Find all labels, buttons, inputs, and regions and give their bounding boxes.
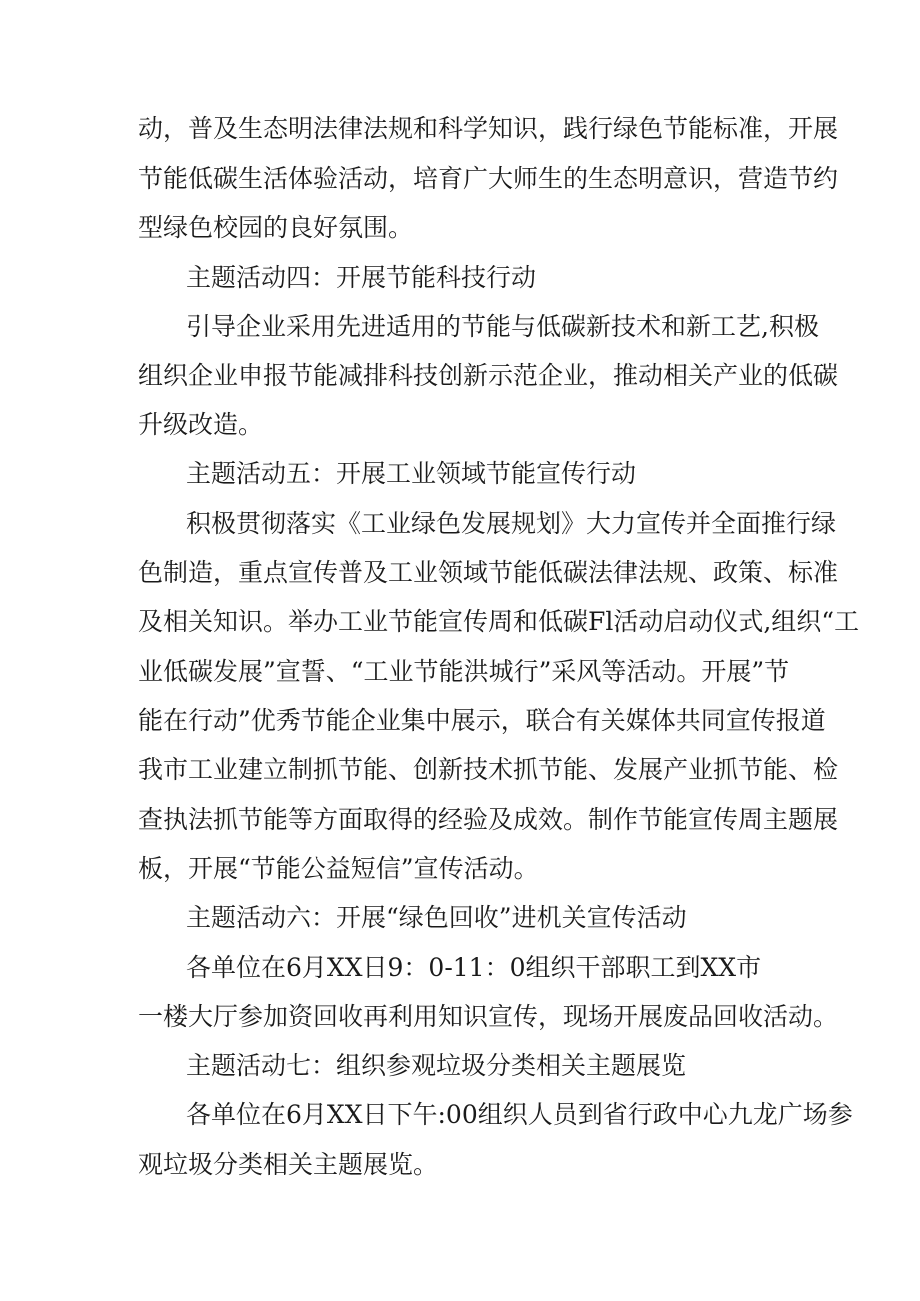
paragraph-line: 色制造，重点宣传普及工业领域节能低碳法律法规、政策、标准	[138, 558, 839, 587]
paragraph-line: 我市工业建立制抓节能、创新技术抓节能、发展产业抓节能、检	[138, 755, 839, 784]
paragraph-line: 升级改造。	[138, 410, 264, 439]
section-heading: 主题活动四：开展节能科技行动	[186, 263, 537, 292]
paragraph-line: 引导企业采用先进适用的节能与低碳新技术和新工艺,积极	[186, 312, 819, 341]
paragraph-line: 查执法抓节能等方面取得的经验及成效。制作节能宣传周主题展	[138, 805, 839, 834]
paragraph-line: 节能低碳生活体验活动，培育广大师生的生态明意识，营造节约	[138, 164, 839, 193]
paragraph-line: 能在行动”优秀节能企业集中展示，联合有关媒体共同宣传报道	[138, 706, 826, 735]
paragraph-line: 型绿色校园的良好氛围。	[138, 213, 414, 242]
section-heading: 主题活动五：开展工业领域节能宣传行动	[186, 459, 637, 488]
section-heading: 主题活动六：开展“绿色回收”进机关宣传活动	[186, 903, 687, 932]
paragraph-line: 板，开展“节能公益短信”宣传活动。	[138, 854, 539, 883]
section-heading: 主题活动七：组织参观垃圾分类相关主题展览	[186, 1051, 687, 1080]
paragraph-line: 各单位在6月XX日9：0-11：0组织干部职工到XX市	[186, 953, 762, 982]
paragraph-line: 业低碳发展”宣誓、“工业节能洪城行”采风等活动。开展”节	[138, 657, 790, 686]
paragraph-line: 一楼大厅参加资回收再利用知识宣传，现场开展废品回收活动。	[138, 1002, 839, 1031]
paragraph-line: 组织企业申报节能减排科技创新示范企业，推动相关产业的低碳	[138, 361, 839, 390]
paragraph-line: 观垃圾分类相关主题展览。	[138, 1150, 439, 1179]
paragraph-line: 积极贯彻落实《工业绿色发展规划》大力宣传并全面推行绿	[186, 509, 837, 538]
paragraph-line: 动，普及生态明法律法规和科学知识，践行绿色节能标准，开展	[138, 114, 839, 143]
paragraph-line: 及相关知识。举办工业节能宣传周和低碳Fl活动启动仪式,组织“工	[138, 607, 860, 636]
paragraph-line: 各单位在6月XX日下午:00组织人员到省行政中心九龙广场参	[186, 1100, 853, 1129]
